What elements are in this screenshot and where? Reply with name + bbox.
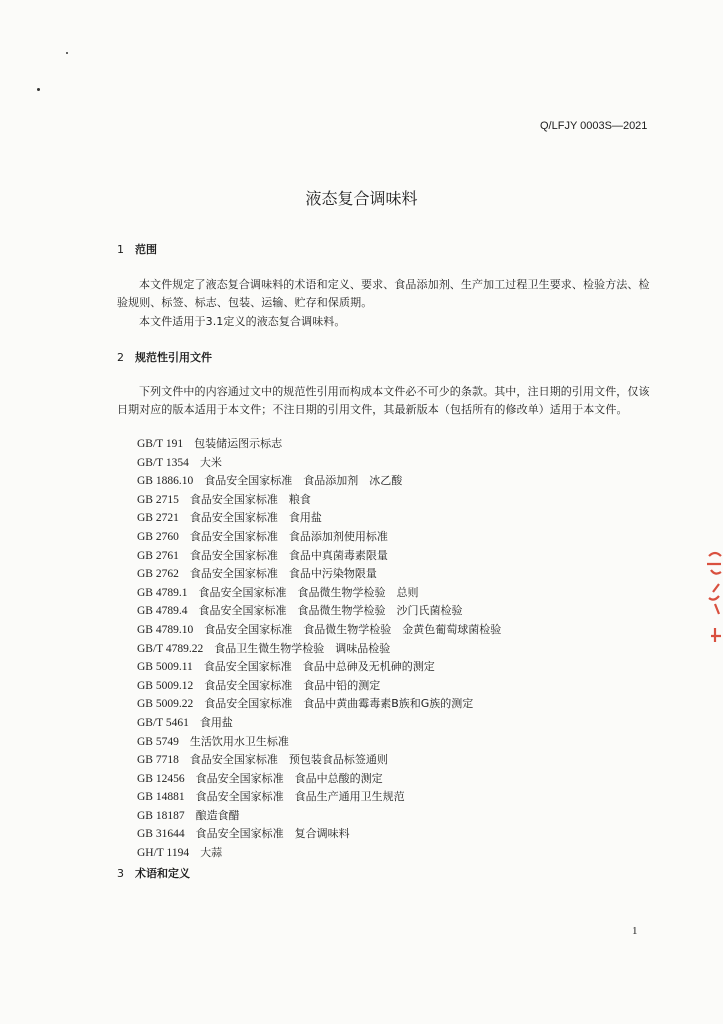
document-code: Q/LFJY 0003S—2021: [540, 120, 648, 132]
reference-code: GB 2760: [137, 530, 179, 543]
reference-item: [137, 621, 501, 640]
reference-code: GB 14881: [137, 791, 185, 804]
document-title: 液态复合调味料: [305, 189, 418, 208]
reference-code: GB 7718: [137, 754, 179, 767]
reference-title: 食品安全国家标准 食品中真菌毒素限量: [189, 548, 388, 562]
reference-item: [137, 714, 501, 733]
reference-title: 包装储运图示标志: [194, 437, 283, 450]
reference-item: [137, 733, 501, 752]
reference-code: GB 4789.1: [137, 586, 188, 599]
reference-title: 食品安全国家标准 食品中总酸的测定: [195, 771, 383, 785]
reference-title: 食用盐: [199, 715, 233, 729]
reference-code: GB 2721: [137, 512, 179, 525]
reference-title: 食品卫生微生物学检验 调味品检验: [214, 641, 391, 655]
reference-item: [137, 509, 501, 528]
section-title: 规范性引用文件: [135, 351, 212, 364]
reference-list: [137, 435, 501, 863]
reference-item: [137, 584, 501, 603]
reference-title: 大蒜: [200, 846, 223, 860]
reference-title: 酿造食醋: [195, 808, 240, 822]
section-heading-normative-refs: [117, 349, 212, 365]
reference-item: [137, 435, 501, 454]
reference-code: GB 2715: [137, 493, 179, 506]
reference-code: GB 1886.10: [137, 475, 194, 488]
reference-code: GB 12456: [137, 772, 185, 785]
reference-title: 食品安全国家标准 食品中黄曲霉毒素B族和G族的测定: [204, 697, 474, 711]
reference-code: GH/T 1194: [137, 847, 190, 860]
section-title: 范围: [135, 243, 157, 256]
reference-title: 食品安全国家标准 食品微生物学检验 金黄色葡萄球菌检验: [204, 622, 502, 636]
section-number: 1: [117, 243, 124, 256]
reference-title: 食品安全国家标准 预包装食品标签通则: [189, 753, 388, 767]
reference-title: 食品安全国家标准 食品微生物学检验 沙门氏菌检验: [198, 604, 463, 618]
reference-code: GB 31644: [137, 828, 185, 841]
reference-title: 食品安全国家标准 食品微生物学检验 总则: [198, 585, 419, 599]
reference-item: [137, 677, 501, 696]
normative-refs-intro: 下列文件中的内容通过文中的规范性引用而构成本文件必不可少的条款。其中，注日期的引用文件，仅该日期对应的版本适用于本文件；不注日期的引用文件，其最新版本（包括所有的修改单）适用于本文件。: [117, 385, 650, 416]
reference-code: GB 5009.11: [137, 661, 193, 674]
reference-code: GB 2762: [137, 568, 179, 581]
reference-item: [137, 788, 501, 807]
reference-title: 食品安全国家标准 食用盐: [189, 511, 322, 525]
reference-item: [137, 547, 501, 566]
reference-title: 大米: [199, 455, 222, 469]
scope-paragraph-2: 本文件适用于3.1定义的液态复合调味料。: [139, 315, 346, 328]
reference-item: [137, 602, 501, 621]
reference-title: 食品安全国家标准 食品中污染物限量: [189, 567, 377, 581]
reference-code: GB 5749: [137, 735, 179, 748]
reference-code: GB 4789.4: [137, 605, 188, 618]
scan-speck: [37, 88, 40, 91]
reference-code: GB 5009.12: [137, 679, 194, 692]
reference-item: [137, 640, 501, 659]
reference-item: [137, 454, 501, 473]
reference-title: 食品安全国家标准 粮食: [189, 492, 311, 506]
scope-paragraph-1: 本文件规定了液态复合调味料的术语和定义、要求、食品添加剂、生产加工过程卫生要求、检验方法、检验规则、标签、标志、包装、运输、贮存和保质期。: [117, 278, 650, 309]
reference-item: [137, 751, 501, 770]
reference-item: [137, 770, 501, 789]
reference-code: GB 4789.10: [137, 623, 194, 636]
reference-code: GB 18187: [137, 809, 185, 822]
section-number: 2: [117, 351, 124, 364]
reference-code: GB/T 4789.22: [137, 642, 204, 655]
reference-title: 食品安全国家标准 食品中总砷及无机砷的测定: [203, 660, 435, 674]
section-heading-scope: [117, 241, 157, 257]
section-heading-terms: [117, 865, 190, 881]
reference-title: 食品安全国家标准 食品生产通用卫生规范: [195, 790, 405, 804]
reference-title: 食品安全国家标准 食品添加剂 冰乙酸: [204, 474, 403, 488]
reference-title: 生活饮用水卫生标准: [189, 734, 289, 748]
page-number: 1: [632, 925, 638, 937]
reference-code: GB/T 1354: [137, 456, 189, 469]
reference-item: [137, 695, 501, 714]
reference-code: GB 2761: [137, 549, 179, 562]
reference-item: [137, 807, 501, 826]
reference-code: GB/T 5461: [137, 716, 189, 729]
seal-stamp-fragment: [695, 540, 723, 660]
reference-item: [137, 472, 501, 491]
section-title: 术语和定义: [135, 867, 190, 880]
section-number: 3: [117, 867, 124, 880]
reference-title: 食品安全国家标准 食品添加剂使用标准: [189, 529, 388, 543]
reference-title: 食品安全国家标准 复合调味料: [195, 827, 350, 841]
reference-code: GB 5009.22: [137, 698, 194, 711]
reference-item: [137, 844, 501, 863]
reference-item: [137, 825, 501, 844]
reference-item: [137, 528, 501, 547]
reference-item: [137, 565, 501, 584]
reference-title: 食品安全国家标准 食品中铅的测定: [204, 678, 381, 692]
scan-speck: [66, 52, 68, 54]
reference-code: GB/T 191: [137, 438, 184, 450]
reference-item: [137, 658, 501, 677]
reference-item: [137, 491, 501, 510]
